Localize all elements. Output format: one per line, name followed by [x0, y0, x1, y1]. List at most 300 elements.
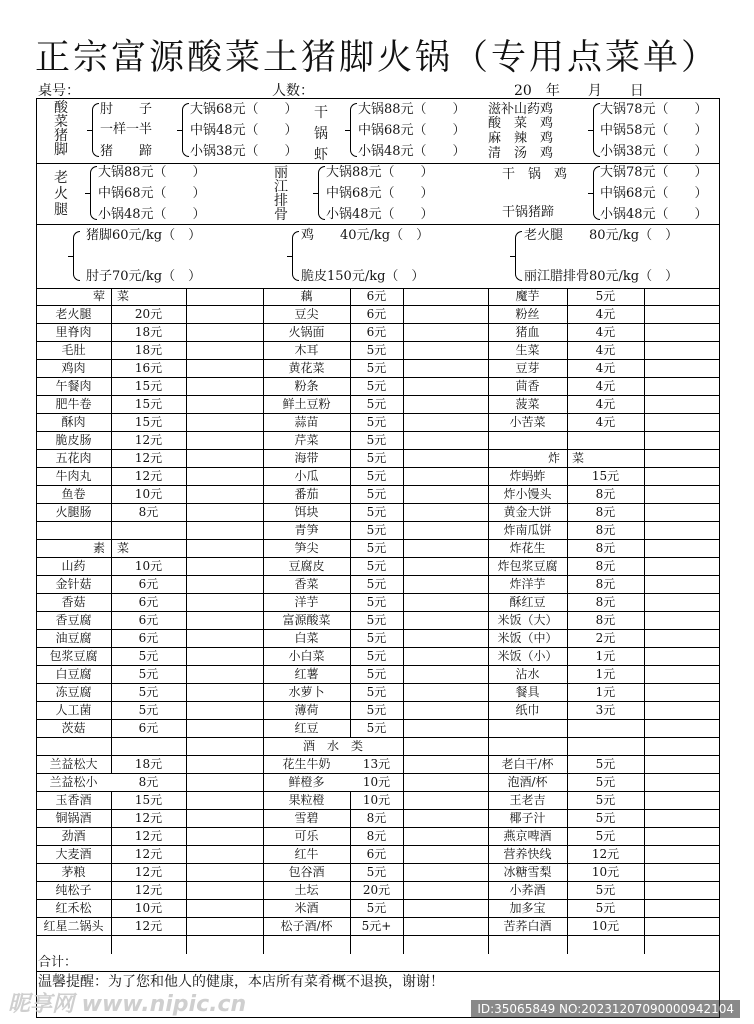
- dish-price: 15元: [591, 469, 620, 483]
- dish-name: 炸洋芋: [509, 577, 546, 591]
- dish-name: 米饭（中）: [497, 631, 558, 645]
- pot-price: 小锅48元（ ）: [98, 207, 206, 222]
- dish-price: 5元: [138, 703, 159, 717]
- dish-name: 米饭（大）: [497, 613, 558, 627]
- dish-price: 12元: [134, 883, 163, 897]
- dish-price: 10元: [134, 901, 163, 915]
- dish-name: 松子酒/杯: [280, 919, 333, 933]
- pot-item: 清 汤 鸡: [488, 146, 554, 161]
- dish-price: 5元: [138, 667, 159, 681]
- dish-price: 20元: [362, 883, 391, 897]
- dish-name: 茅粮: [61, 865, 86, 879]
- dish-price: 10元: [591, 865, 620, 879]
- table-row: [36, 612, 720, 630]
- dish-price: 5元: [366, 505, 387, 519]
- pot-item: 一样一半: [100, 122, 153, 137]
- dish-name: 油豆腐: [55, 631, 92, 645]
- dish-price: 4元: [595, 343, 616, 357]
- dish-name: 果粒橙: [288, 793, 325, 807]
- table-row: [36, 432, 720, 450]
- section-heading: 炸 菜: [547, 451, 584, 465]
- dish-price: 8元: [595, 487, 616, 501]
- dish-name: 王老吉: [509, 793, 546, 807]
- table-row: [36, 684, 720, 702]
- dish-price: 5元: [595, 829, 616, 843]
- dish-price: 15元: [134, 793, 163, 807]
- dish-name: 纯松子: [55, 883, 92, 897]
- dish-name: 猪血: [515, 325, 540, 339]
- table-row: [36, 594, 720, 612]
- pot-price: 中锅48元（ ）: [190, 123, 298, 138]
- dish-price: 6元: [366, 307, 387, 321]
- dish-price: 5元: [366, 613, 387, 627]
- dish-name: 泡酒/杯: [507, 775, 548, 789]
- dish-name: 白豆腐: [55, 667, 92, 681]
- pot-price: 中锅68元（ ）: [358, 123, 466, 138]
- dish-name: 花生牛奶: [282, 757, 331, 771]
- dish-name: 金针菇: [55, 577, 92, 591]
- dish-name: 木耳: [294, 343, 319, 357]
- dish-price: 8元: [366, 829, 387, 843]
- dish-price: 8元: [366, 811, 387, 825]
- table-number-label: 桌号：: [38, 83, 80, 99]
- dish-name: 鲜土豆粉: [282, 397, 331, 411]
- dish-price: 12元: [134, 433, 163, 447]
- pot-item: 肘 子: [100, 102, 153, 117]
- dish-name: 小荞酒: [509, 883, 546, 897]
- dish-name: 豆芽: [515, 361, 540, 375]
- dish-name: 菠菜: [515, 397, 540, 411]
- dish-price: 5元: [366, 901, 387, 915]
- dish-price: 1元: [595, 649, 616, 663]
- dish-price: 5元: [366, 451, 387, 465]
- dish-price: 8元: [595, 613, 616, 627]
- grid-line: [350, 288, 351, 738]
- pot-price: 小锅48元（ ）: [326, 207, 434, 222]
- dish-price: 5元: [366, 343, 387, 357]
- grid-line: [350, 792, 351, 954]
- dish-name: 茨菇: [61, 721, 86, 735]
- pot-item: 猪 蹄: [100, 144, 153, 159]
- pot-price: 中锅68元（ ）: [98, 186, 206, 201]
- table-row: [36, 360, 720, 378]
- dish-name: 红薯: [294, 667, 319, 681]
- image-id-badge: ID:35065849 NO:20231207090000942104: [471, 1000, 740, 1018]
- pot-price: 大锅88元（ ）: [358, 102, 466, 117]
- table-row: [36, 306, 720, 324]
- dish-name: 牛肉丸: [55, 469, 92, 483]
- dish-name: 火腿肠: [55, 505, 92, 519]
- dish-price: 16元: [134, 361, 163, 375]
- dish-price: 6元: [138, 721, 159, 735]
- kg-price: 丽江腊排骨80元/kg（ ）: [524, 269, 679, 284]
- table-row: [36, 738, 720, 756]
- dish-name: 劲酒: [61, 829, 86, 843]
- brace: [292, 231, 299, 281]
- pot-item: 干锅猪蹄: [502, 205, 555, 220]
- dish-name: 香菇: [61, 595, 86, 609]
- pot-item: 酸 菜 鸡: [488, 116, 554, 131]
- dish-name: 小苦菜: [509, 415, 546, 429]
- dish-price: 5元: [595, 811, 616, 825]
- dish-name: 饵块: [294, 505, 319, 519]
- section-heading: 荤 菜: [92, 289, 129, 303]
- dish-name: 魔芋: [515, 289, 540, 303]
- dish-price: 15元: [134, 397, 163, 411]
- dish-name: 燕京啤酒: [503, 829, 552, 843]
- table-row: [36, 918, 720, 936]
- brace: [593, 103, 600, 157]
- dish-price: 12元: [134, 829, 163, 843]
- dish-name: 炸花生: [509, 541, 546, 555]
- section-heading: 酒 水 类: [302, 739, 363, 753]
- dish-name: 富源酸菜: [282, 613, 331, 627]
- dish-price: 5元: [366, 577, 387, 591]
- dish-name: 鸡肉: [61, 361, 86, 375]
- pot-label-suancai-zhujiao: 酸菜猪脚: [54, 100, 68, 158]
- table-row: [36, 846, 720, 864]
- dish-name: 包浆豆腐: [49, 649, 98, 663]
- kg-price: 老火腿 80元/kg（ ）: [524, 228, 679, 243]
- table-row: [36, 486, 720, 504]
- dish-price: 6元: [138, 577, 159, 591]
- kg-price: 脆皮150元/kg（ ）: [301, 269, 425, 284]
- dish-name: 五花肉: [55, 451, 92, 465]
- dish-name: 茴香: [515, 379, 540, 393]
- dish-price: 5元: [366, 865, 387, 879]
- pot-price: 中锅68元（ ）: [600, 186, 708, 201]
- dish-price: 5元: [138, 685, 159, 699]
- dish-price: 6元: [366, 847, 387, 861]
- dish-price: 4元: [595, 361, 616, 375]
- dish-name: 红星二锅头: [43, 919, 104, 933]
- dish-price: 5元: [595, 901, 616, 915]
- dish-name: 薄荷: [294, 703, 319, 717]
- dish-name: 炸蚂蚱: [509, 469, 546, 483]
- grid-line: [403, 288, 404, 954]
- dish-name: 红禾松: [55, 901, 92, 915]
- pot-item: 滋补山药鸡: [488, 102, 554, 117]
- table-row: [36, 630, 720, 648]
- pot-price: 大锅88元（ ）: [326, 165, 434, 180]
- dish-price: 6元: [138, 613, 159, 627]
- dish-price: 5元: [366, 523, 387, 537]
- dish-price: 10元: [591, 919, 620, 933]
- dish-price: 5元: [366, 631, 387, 645]
- dish-price: 18元: [134, 343, 163, 357]
- table-row: [36, 504, 720, 522]
- dish-name: 冻豆腐: [55, 685, 92, 699]
- dish-price: 8元: [595, 523, 616, 537]
- pot-price: 大锅68元（ ）: [190, 102, 298, 117]
- dish-price: 8元: [595, 559, 616, 573]
- table-row: [36, 828, 720, 846]
- brace: [182, 103, 189, 157]
- kg-price: 肘子70元/kg（ ）: [86, 269, 202, 284]
- table-row: [36, 450, 720, 468]
- dish-price: 8元: [138, 505, 159, 519]
- dish-name: 米酒: [294, 901, 319, 915]
- table-row: [36, 864, 720, 882]
- dish-price: 6元: [138, 595, 159, 609]
- dish-name: 炸小馒头: [503, 487, 552, 501]
- dish-name: 纸巾: [515, 703, 540, 717]
- kg-price: 鸡 40元/kg（ ）: [301, 228, 430, 243]
- dish-price: 5元: [366, 667, 387, 681]
- dish-price: 8元: [595, 595, 616, 609]
- dish-price: 6元: [138, 631, 159, 645]
- table-row: [36, 342, 720, 360]
- dish-name: 铜锅酒: [55, 811, 92, 825]
- dish-price: 5元: [366, 379, 387, 393]
- dish-name: 土坛: [294, 883, 319, 897]
- dish-name: 酥肉: [61, 415, 86, 429]
- dish-name: 米饭（小）: [497, 649, 558, 663]
- pot-price: 小锅38元（ ）: [190, 144, 298, 159]
- dish-price: 5元: [366, 433, 387, 447]
- dish-price: 18元: [134, 757, 163, 771]
- dish-name: 兰益松小: [49, 775, 98, 789]
- grid-line: [111, 288, 112, 774]
- dish-name: 黄花菜: [288, 361, 325, 375]
- dish-name: 包谷酒: [288, 865, 325, 879]
- dish-name: 小白菜: [288, 649, 325, 663]
- dish-price: 5元: [366, 361, 387, 375]
- table-row: [36, 792, 720, 810]
- dish-price: 10元: [362, 793, 391, 807]
- dish-name: 椰子汁: [509, 811, 546, 825]
- menu-title: 正宗富源酸菜土猪脚火锅（专用点菜单）: [34, 38, 719, 78]
- dish-name: 白菜: [294, 631, 319, 645]
- dish-price: 3元: [595, 703, 616, 717]
- pot-label-lijiang-paigu: 丽江排骨: [274, 165, 288, 223]
- dish-price: 12元: [134, 469, 163, 483]
- table-row: [36, 522, 720, 540]
- table-row: [36, 666, 720, 684]
- dish-name: 火锅面: [288, 325, 325, 339]
- dish-name: 营养快线: [503, 847, 552, 861]
- pot-price: 大锅78元（ ）: [600, 165, 708, 180]
- brace: [515, 231, 522, 281]
- dish-name: 苦荞白酒: [503, 919, 552, 933]
- dish-price: 5元: [138, 649, 159, 663]
- dish-price: 8元: [595, 577, 616, 591]
- pot-price: 中锅68元（ ）: [326, 186, 434, 201]
- dish-price: 5元: [595, 883, 616, 897]
- dish-name: 加多宝: [509, 901, 546, 915]
- table-row: [36, 378, 720, 396]
- dish-price: 5元: [366, 487, 387, 501]
- dish-price: 5元: [595, 793, 616, 807]
- dish-name: 水萝卜: [288, 685, 325, 699]
- dish-name: 芹菜: [294, 433, 319, 447]
- table-row: [36, 396, 720, 414]
- dish-name: 番茄: [294, 487, 319, 501]
- table-row: [36, 702, 720, 720]
- pot-price: 大锅78元（ ）: [600, 102, 708, 117]
- dish-price: 12元: [134, 865, 163, 879]
- table-row: [36, 882, 720, 900]
- dish-name: 炸包浆豆腐: [497, 559, 558, 573]
- brace: [92, 103, 99, 157]
- dish-name: 粉丝: [515, 307, 540, 321]
- dish-price: 12元: [134, 451, 163, 465]
- dish-price: 12元: [134, 919, 163, 933]
- section-heading: 素 菜: [92, 541, 129, 555]
- dish-price: 10元: [134, 487, 163, 501]
- notice-text: 温馨提醒：为了您和他人的健康，本店所有菜肴概不退换，谢谢！: [38, 974, 444, 990]
- dish-price: 20元: [134, 307, 163, 321]
- brace: [350, 103, 357, 157]
- brace: [318, 166, 325, 220]
- dish-price: 8元: [595, 541, 616, 555]
- divider: [36, 224, 720, 225]
- grid-line: [263, 288, 264, 954]
- dish-price: 5元+: [361, 919, 392, 933]
- dish-price: 5元: [595, 775, 616, 789]
- dish-name: 沾水: [515, 667, 540, 681]
- dish-price: 18元: [134, 325, 163, 339]
- table-row: [36, 720, 720, 738]
- date-label: 20 年 月 日: [514, 83, 644, 99]
- dish-name: 小瓜: [294, 469, 319, 483]
- table-row: [36, 288, 720, 306]
- dish-name: 海带: [294, 451, 319, 465]
- dish-price: 5元: [366, 469, 387, 483]
- dish-price: 1元: [595, 685, 616, 699]
- dish-name: 豆腐皮: [288, 559, 325, 573]
- dish-name: 黄金大饼: [503, 505, 552, 519]
- dish-price: 5元: [366, 649, 387, 663]
- table-row: [36, 900, 720, 918]
- people-count-label: 人数：: [272, 83, 314, 99]
- table-row: [36, 774, 720, 792]
- dish-name: 餐具: [515, 685, 540, 699]
- dish-name: 香菜: [294, 577, 319, 591]
- dish-price: 5元: [366, 685, 387, 699]
- table-row: [36, 810, 720, 828]
- dish-price: 5元: [366, 595, 387, 609]
- dish-price: 4元: [595, 379, 616, 393]
- watermark-text: 昵享网 www.nipic.cn: [8, 992, 247, 1017]
- dish-price: 8元: [595, 505, 616, 519]
- dish-name: 雪碧: [294, 811, 319, 825]
- dish-name: 玉香酒: [55, 793, 92, 807]
- dish-price: 6元: [366, 289, 387, 303]
- dish-price: 4元: [595, 415, 616, 429]
- brace: [90, 166, 97, 220]
- dish-price: 5元: [595, 289, 616, 303]
- dish-name: 笋尖: [294, 541, 319, 555]
- table-row: [36, 648, 720, 666]
- dish-name: 冰糖雪梨: [503, 865, 552, 879]
- dish-name: 毛肚: [61, 343, 86, 357]
- dish-price: 12元: [134, 811, 163, 825]
- dish-name: 山药: [61, 559, 86, 573]
- dish-price: 5元: [366, 721, 387, 735]
- dish-price: 6元: [366, 325, 387, 339]
- table-row: [36, 756, 720, 774]
- dish-name: 炸南瓜饼: [503, 523, 552, 537]
- dish-price: 4元: [595, 307, 616, 321]
- dish-price: 1元: [595, 667, 616, 681]
- pot-price: 小锅38元（ ）: [600, 144, 708, 159]
- dish-price: 13元: [362, 757, 391, 771]
- pot-item: 干 锅 鸡: [502, 167, 568, 182]
- pot-price: 小锅48元（ ）: [358, 144, 466, 159]
- dish-name: 脆皮肠: [55, 433, 92, 447]
- table-row: [36, 576, 720, 594]
- table-row: [36, 468, 720, 486]
- dish-price: 12元: [591, 847, 620, 861]
- dish-name: 生菜: [515, 343, 540, 357]
- grid-line: [186, 288, 187, 954]
- dish-name: 老白干/杯: [501, 757, 554, 771]
- dish-name: 兰益松大: [49, 757, 98, 771]
- dish-name: 午餐肉: [55, 379, 92, 393]
- dish-name: 洋芋: [294, 595, 319, 609]
- brace: [593, 166, 600, 220]
- dish-price: 5元: [366, 415, 387, 429]
- brace: [73, 231, 80, 281]
- dish-name: 里脊肉: [55, 325, 92, 339]
- dish-price: 10元: [362, 775, 391, 789]
- pot-price: 小锅48元（ ）: [600, 207, 708, 222]
- kg-price: 猪脚60元/kg（ ）: [86, 228, 202, 243]
- dish-name: 青笋: [294, 523, 319, 537]
- dish-name: 藕: [300, 289, 313, 303]
- dish-price: 4元: [595, 325, 616, 339]
- dish-price: 8元: [138, 775, 159, 789]
- divider: [36, 163, 720, 164]
- dish-name: 老火腿: [55, 307, 92, 321]
- divider: [36, 971, 720, 972]
- dish-name: 蒜苗: [294, 415, 319, 429]
- dish-name: 人工菌: [55, 703, 92, 717]
- dish-price: 5元: [366, 397, 387, 411]
- dish-name: 鲜橙多: [288, 775, 325, 789]
- dish-price: 2元: [595, 631, 616, 645]
- dish-name: 酥红豆: [509, 595, 546, 609]
- dish-name: 豆尖: [294, 307, 319, 321]
- table-row: [36, 540, 720, 558]
- dish-price: 10元: [134, 559, 163, 573]
- dish-price: 12元: [134, 847, 163, 861]
- dish-price: 5元: [366, 541, 387, 555]
- dish-price: 15元: [134, 379, 163, 393]
- grid-line: [567, 288, 568, 954]
- dish-price: 5元: [366, 703, 387, 717]
- dish-price: 15元: [134, 415, 163, 429]
- total-label: 合计：: [38, 955, 78, 970]
- dish-name: 鱼卷: [61, 487, 86, 501]
- dish-price: 5元: [595, 757, 616, 771]
- pot-label-lao-huotui: 老火腿: [54, 170, 68, 218]
- dish-name: 大麦酒: [55, 847, 92, 861]
- table-row: [36, 324, 720, 342]
- table-row: [36, 414, 720, 432]
- table-row: [36, 558, 720, 576]
- pot-price: 中锅58元（ ）: [600, 123, 708, 138]
- dish-name: 红豆: [294, 721, 319, 735]
- dish-name: 红牛: [294, 847, 319, 861]
- dish-name: 粉条: [294, 379, 319, 393]
- grid-line: [111, 792, 112, 954]
- dish-name: 肥牛卷: [55, 397, 92, 411]
- dish-name: 可乐: [294, 829, 319, 843]
- grid-line: [488, 288, 489, 954]
- dish-price: 4元: [595, 397, 616, 411]
